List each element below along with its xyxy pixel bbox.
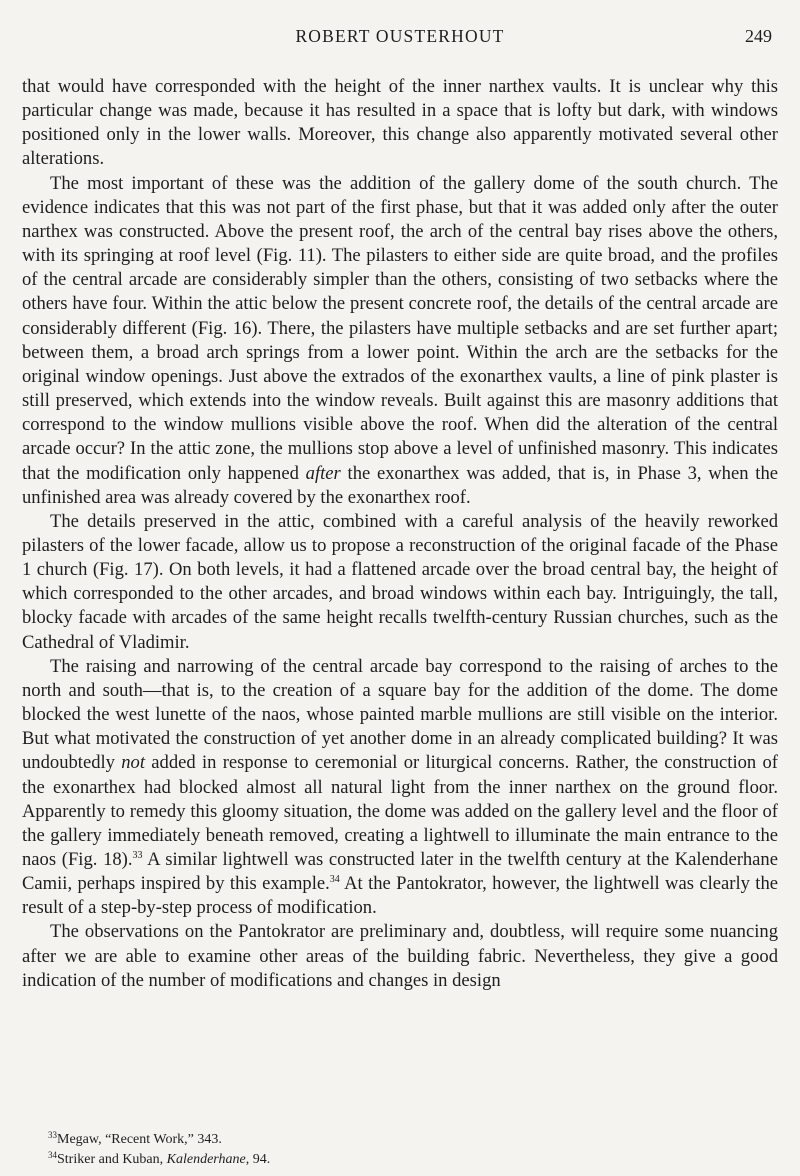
text-run: , 94.	[245, 1152, 271, 1167]
text-run: A similar lightwell was constructed later in the twelfth century at the Kalenderhane Camii, perhaps inspired by this example.	[22, 849, 778, 895]
paragraph	[22, 172, 778, 510]
paragraph	[22, 510, 778, 655]
text-run: the exonarthex was added, that is, in Phase 3, when the unfinished area was already covered by the exonarthex roof.	[22, 462, 778, 508]
running-head-author: ROBERT OUSTERHOUT	[295, 26, 505, 46]
paragraph	[22, 655, 778, 921]
text-run: added in response to ceremonial or liturgical concerns. Rather, the construction of the exonarthex had blocked almost all natural light from the inner narthex on the ground floor. Apparently to remedy this gloomy situation, the dome was added on the gallery level and the floor of the gallery immediately beneath removed, creating a lightwell to illuminate the main entrance to the naos (Fig. 18).	[22, 752, 778, 870]
running-head	[0, 26, 800, 50]
footnote-reference: 33	[132, 850, 143, 861]
footnote-number: 33	[48, 1130, 57, 1140]
footnotes	[22, 1130, 778, 1170]
italic-text: Kalenderhane	[166, 1152, 246, 1167]
text-run: Megaw, “Recent Work,” 343.	[57, 1132, 222, 1147]
footnote	[22, 1130, 778, 1150]
text-run: The details preserved in the attic, combined with a careful analysis of the heavily reworked pilasters of the lower facade, allow us to propose a reconstruction of the original facade of the Phase 1 church (Fig. 17). On both levels, it had a flattened arcade over the broad central bay, the height of which corresponded to the other arcades, and broad windows within each bay. Intriguingly, the tall, blocky facade with arcades of the same height recalls twelfth-century Russian churches, such as the Cathedral of Vladimir.	[22, 510, 778, 653]
italic-text: after	[305, 462, 341, 484]
footnote-number: 34	[48, 1150, 57, 1160]
text-run: Striker and Kuban,	[57, 1152, 167, 1167]
page-number: 249	[745, 26, 772, 46]
footnote-reference: 34	[329, 874, 340, 886]
paragraph	[22, 75, 778, 172]
text-run: that would have corresponded with the height of the inner narthex vaults. It is unclear why this particular change was made, because it has resulted in a space that is lofty but dark, with windows positioned only in the lower walls. Moreover, this change also apparently motivated several other alterations.	[22, 76, 778, 170]
text-run: The observations on the Pantokrator are preliminary and, doubtless, will require some nuancing after we are able to examine other areas of the building fabric. Nevertheless, they give a good indication of the number of modifications and changes in design	[22, 921, 778, 991]
text-run: At the Pantokrator, however, the lightwell was clearly the result of a step-by-step process of modification.	[22, 873, 778, 919]
footnote	[22, 1150, 778, 1170]
body-text	[22, 75, 778, 993]
italic-text: not	[121, 752, 146, 774]
paragraph	[22, 920, 778, 992]
text-run: The most important of these was the addition of the gallery dome of the south church. The evidence indicates that this was not part of the first phase, but that it was added only after the outer narthex was constructed. Above the present roof, the arch of the central bay rises above the others, with its springing at roof level (Fig. 11). The pilasters to either side are quite broad, and the profiles of the central arcade are considerably simpler than the others, consisting of two setbacks where the others have four. Within the attic below the present concrete roof, the details of the central arcade are considerably different (Fig. 16). There, the pilasters have multiple setbacks and are set further apart; between them, a broad arch springs from a lower point. Within the arch are the setbacks for the original window openings. Just above the extrados of the exonarthex vaults, a line of pink plaster is still preserved, which extends into the window reveals. Built against this are masonry additions that correspond to the window mullions visible above the roof. When did the alteration of the central arcade occur? In the attic zone, the mullions stop above a level of unfinished masonry. This indicates that the modification only happened	[22, 172, 778, 484]
text-run: The raising and narrowing of the central arcade bay correspond to the raising of arches to the north and south—that is, to the creation of a square bay for the addition of the dome. The dome blocked the west lunette of the naos, whose painted marble mullions are still visible on the interior. But what motivated the construction of yet another dome in an already complicated building? It was undoubtedly	[22, 655, 778, 774]
